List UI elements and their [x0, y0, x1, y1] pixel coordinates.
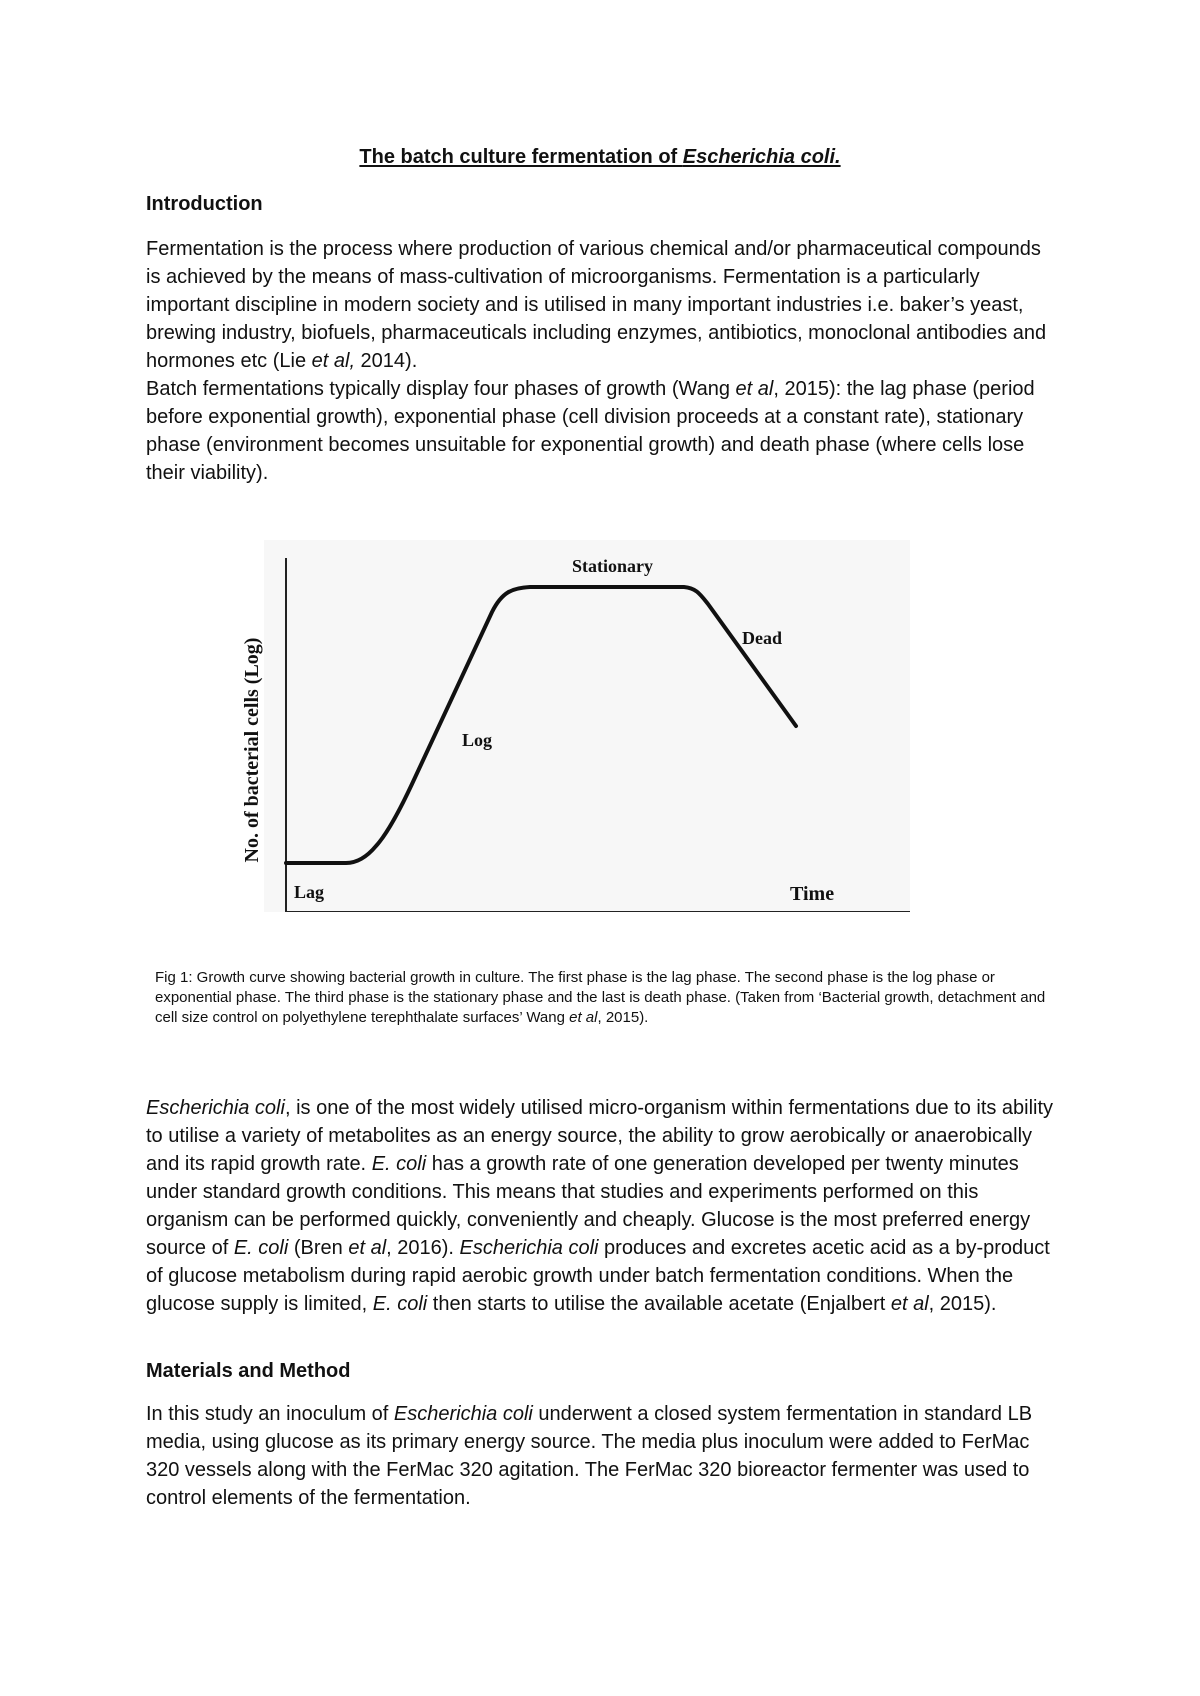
x-axis-label: Time	[790, 883, 835, 905]
ecoli_paragraph-run-8: Escherichia coli	[459, 1237, 599, 1259]
materials-and-method-heading: Materials and Method	[146, 1360, 351, 1382]
ecoli_paragraph-run-11: then starts to utilise the available acetate (Enjalbert	[427, 1293, 891, 1315]
ecoli-paragraph	[146, 1094, 1058, 1318]
phase-label-lag: Lag	[294, 882, 325, 902]
ecoli_paragraph-run-1: , is one of the most widely utilised micro-organism within fermentations due to its ability to utilise a variety of metabolites as an energy source, the ability to grow aerobically or anaerobically and its rapid growth rate.	[146, 1097, 1054, 1175]
phase-label-stationary: Stationary	[572, 556, 653, 576]
ecoli_paragraph-run-13: , 2015).	[928, 1293, 997, 1315]
ecoli_paragraph-run-9: produces and excretes acetic acid as a by-product of glucose metabolism during rapid aerobic growth under batch fermentation conditions. When the glucose supply is limited,	[146, 1237, 1050, 1315]
document-title: The batch culture fermentation of Escherichia coli.	[359, 146, 841, 168]
y-axis-label: No. of bacterial cells (Log)	[241, 637, 263, 863]
figure-background	[264, 540, 910, 912]
ecoli_paragraph-run-7: , 2016).	[386, 1237, 460, 1259]
phase-label-log: Log	[462, 730, 493, 750]
ecoli_paragraph-run-6: et al	[348, 1237, 387, 1259]
ecoli_paragraph-run-12: et al	[890, 1293, 929, 1315]
methods_paragraph-run-1: Escherichia coli	[393, 1403, 533, 1425]
introduction-heading: Introduction	[146, 193, 263, 215]
methods-paragraph	[146, 1400, 1058, 1512]
ecoli_paragraph-run-10: E. coli	[372, 1293, 428, 1315]
ecoli_paragraph-run-5: (Bren	[288, 1237, 349, 1259]
growth-curve-svg	[234, 540, 910, 912]
phase-label-dead: Dead	[742, 628, 782, 648]
intro-paragraph-1: Fermentation is the process where production of various chemical and/or pharmaceutical compounds is achieved by the means of mass-cultivation of microorganisms. Fermentation is a particularly important discipline in modern society and is utilised in many important industries i.e. baker’s yeast, brewing industry, biofuels, pharmaceuticals including enzymes, antibiotics, monoclonal antibodies and hormones etc (Lie et al, 2014).	[146, 238, 1047, 372]
methods_paragraph-run-0: In this study an inoculum of	[146, 1403, 394, 1425]
growth-curve-figure	[234, 540, 910, 912]
methods_paragraph-run-2: underwent a closed system fermentation in standard LB media, using glucose as its primary energy source. The media plus inoculum were added to FerMac 320 vessels along with the FerMac 320 agitation. The FerMac 320 bioreactor fermenter was used to control elements of the fermentation.	[146, 1403, 1033, 1509]
ecoli_paragraph-run-4: E. coli	[233, 1237, 289, 1259]
ecoli_paragraph-run-3: has a growth rate of one generation developed per twenty minutes under standard growth conditions. This means that studies and experiments performed on this organism can be performed quickly, conveniently and cheaply. Glucose is the most preferred energy source of	[146, 1153, 1031, 1259]
figure-caption: Fig 1: Growth curve showing bacterial growth in culture. The first phase is the lag phase. The second phase is the log phase or exponential phase. The third phase is the stationary phase and the last is death phase. (Taken from ‘Bacterial growth, detachment and cell size control on polyethylene terephthalate surfaces’ Wang et al, 2015).	[155, 969, 1046, 1026]
intro-paragraph-2: Batch fermentations typically display four phases of growth (Wang et al, 2015): the lag phase (period before exponential growth), exponential phase (cell division proceeds at a constant rate), stationary phase (environment becomes unsuitable for exponential growth) and death phase (where cells lose their viability).	[146, 378, 1035, 484]
ecoli_paragraph-run-2: E. coli	[371, 1153, 427, 1175]
ecoli_paragraph-run-0: Escherichia coli	[146, 1097, 285, 1119]
